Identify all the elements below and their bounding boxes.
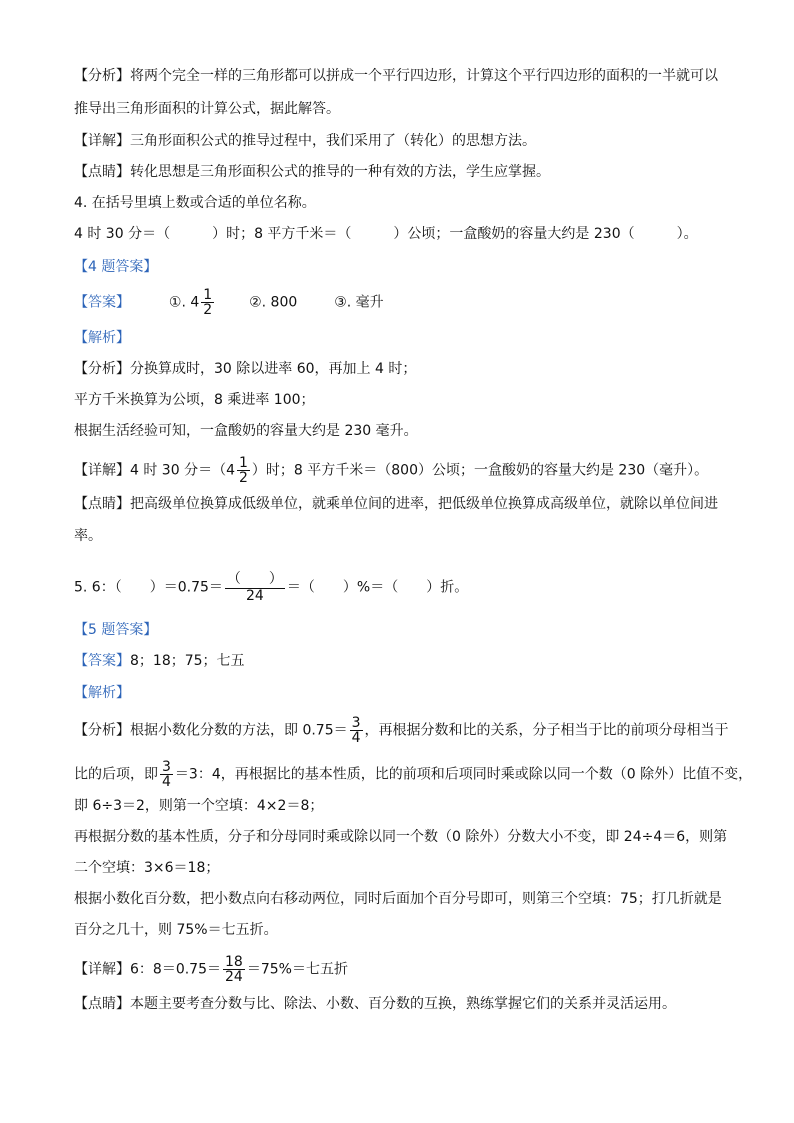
text-pre: 5. 6：（ ）＝0.75＝ xyxy=(74,579,223,596)
question-4-title: 4. 在括号里填上数或合适的单位名称。 xyxy=(74,195,316,211)
denominator: 24 xyxy=(245,588,264,604)
numerator: 18 xyxy=(225,954,243,970)
q5-analysis-4: 再根据分数的基本性质，分子和分母同时乘或除以同一个数（0 除外）分数大小不变，即 24÷4＝6，则第 xyxy=(74,829,728,845)
question-5-body xyxy=(74,572,468,603)
text: 分换算成时，30 除以进率 60，再加上 4 时； xyxy=(130,361,417,377)
tag: 【分析】 xyxy=(74,68,130,84)
text-pre: 4 时 30 分＝（4 xyxy=(130,462,235,479)
q5-answer-line xyxy=(74,651,245,671)
q4-analysis-1 xyxy=(74,359,416,379)
text: 将两个完全一样的三角形都可以拼成一个平行四边形，计算这个平行四边形的面积的一半就可以 xyxy=(130,68,718,84)
fraction xyxy=(201,288,214,317)
denominator: 24 xyxy=(225,969,243,985)
detail-line xyxy=(74,131,536,151)
text: 三角形面积公式的推导过程中，我们采用了（转化）的思想方法。 xyxy=(130,133,536,149)
denominator: 4 xyxy=(162,774,171,790)
q5-comment xyxy=(74,994,676,1014)
text-post: ＝（ ）%＝（ ）折。 xyxy=(286,579,469,596)
fraction xyxy=(350,716,363,745)
text-pre: 根据小数化分数的方法，即 0.75＝ xyxy=(130,722,348,739)
analysis-line xyxy=(74,66,718,86)
text-post: ＝3：4，再根据比的基本性质，比的前项和后项同时乘或除以同一个数（0 除外）比值不变， xyxy=(174,766,753,783)
fraction xyxy=(237,456,250,485)
q5-analysis-7: 百分之几十，则 75%＝七五折。 xyxy=(74,922,278,938)
question-4-body: 4 时 30 分＝（ ）时；8 平方千米＝（ ）公顷；一盒酸奶的容量大约是 230（ ）。 xyxy=(74,226,698,242)
tag: 【点睛】 xyxy=(74,164,130,180)
answer-tag: 【答案】 xyxy=(74,294,130,311)
q5-detail xyxy=(74,955,348,984)
answer-text: 8；18；75；七五 xyxy=(130,653,245,669)
q5-analysis-2 xyxy=(74,760,752,789)
answer-1: ①. 4 xyxy=(168,294,200,311)
numerator: 1 xyxy=(238,455,248,471)
tag: 【详解】 xyxy=(74,462,130,479)
tag: 【点睛】 xyxy=(74,496,130,512)
text-pre: 比的后项，即 xyxy=(74,766,158,783)
tag: 【分析】 xyxy=(74,722,130,739)
text-pre: 6：8＝0.75＝ xyxy=(130,961,221,978)
q5-analysis-5: 二个空填：3×6＝18； xyxy=(74,860,220,876)
q4-analysis-2: 平方千米换算为公顷，8 乘进率 100； xyxy=(74,392,315,408)
q5-analysis-1 xyxy=(74,716,729,745)
q4-answer-heading: 【4 题答案】 xyxy=(74,259,158,275)
tag: 【分析】 xyxy=(74,361,130,377)
comment-line xyxy=(74,162,550,182)
answer-tag: 【答案】 xyxy=(74,653,130,669)
denominator: 4 xyxy=(351,730,361,746)
answer-2: ②. 800 xyxy=(249,294,298,311)
numerator: 3 xyxy=(162,759,171,775)
tag: 【点睛】 xyxy=(74,996,130,1012)
q4-explain-heading: 【解析】 xyxy=(74,330,130,346)
tag: 【详解】 xyxy=(74,961,130,978)
fraction xyxy=(160,760,173,789)
numerator: 3 xyxy=(351,715,361,731)
answer-3: ③. 毫升 xyxy=(334,294,384,311)
fraction xyxy=(225,572,285,603)
analysis-line-cont: 推导出三角形面积的计算公式，据此解答。 xyxy=(74,101,340,117)
denominator: 2 xyxy=(203,302,213,318)
q5-analysis-3: 即 6÷3＝2，则第一个空填：4×2＝8； xyxy=(74,798,324,814)
tag: 【详解】 xyxy=(74,133,130,149)
q5-explain-heading: 【解析】 xyxy=(74,685,130,701)
text-post: ，再根据分数和比的关系，分子相当于比的前项分母相当于 xyxy=(364,722,729,739)
fraction xyxy=(223,955,245,984)
text-post: ）时；8 平方千米＝（800）公顷；一盒酸奶的容量大约是 230（毫升）。 xyxy=(251,462,709,479)
denominator: 2 xyxy=(238,470,248,486)
text: 转化思想是三角形面积公式的推导的一种有效的方法，学生应掌握。 xyxy=(130,164,550,180)
text-post: ＝75%＝七五折 xyxy=(246,961,348,978)
numerator: （ ） xyxy=(226,571,283,587)
q4-answer-line xyxy=(74,288,384,317)
q4-comment-cont: 率。 xyxy=(74,528,102,544)
q5-answer-heading: 【5 题答案】 xyxy=(74,622,158,638)
text: 本题主要考查分数与比、除法、小数、百分数的互换，熟练掌握它们的关系并灵活运用。 xyxy=(130,996,676,1012)
q4-detail xyxy=(74,456,708,485)
numerator: 1 xyxy=(203,287,213,303)
q4-comment xyxy=(74,494,718,514)
q5-analysis-6: 根据小数化百分数，把小数点向右移动两位，同时后面加个百分号即可，则第三个空填：75；打几折就是 xyxy=(74,891,722,907)
q4-analysis-3: 根据生活经验可知，一盒酸奶的容量大约是 230 毫升。 xyxy=(74,423,418,439)
text: 把高级单位换算成低级单位，就乘单位间的进率，把低级单位换算成高级单位，就除以单位间进 xyxy=(130,496,718,512)
